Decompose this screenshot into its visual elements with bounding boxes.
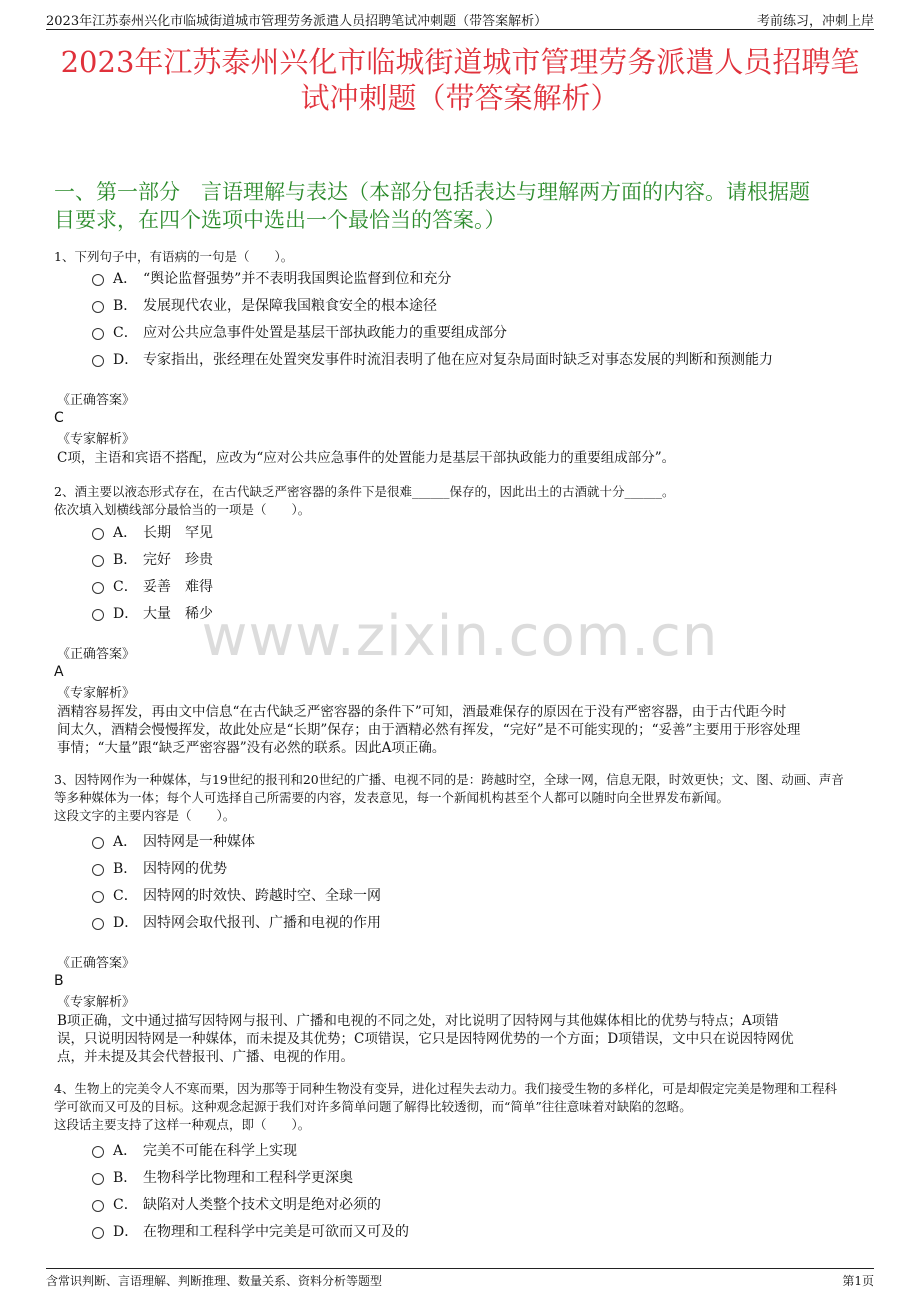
option-text: 因特网的时效快、跨越时空、全球一网 — [143, 888, 381, 904]
radio-icon[interactable] — [92, 555, 104, 567]
title-line-1: 2023年江苏泰州兴化市临城街道城市管理劳务派遣人员招聘笔 — [60, 45, 860, 79]
radio-icon[interactable] — [92, 918, 104, 930]
option-text: 生物科学比物理和工程科学更深奥 — [143, 1170, 353, 1186]
option-key: B． — [113, 861, 138, 877]
analysis-heading: 《专家解析》 — [57, 995, 136, 1010]
page-title — [40, 44, 880, 116]
option-text: 缺陷对人类整个技术文明是绝对必须的 — [143, 1197, 381, 1213]
header-divider — [46, 29, 874, 30]
option-key: A． — [113, 1143, 138, 1159]
option-row[interactable] — [92, 550, 213, 570]
option-key: C． — [113, 888, 138, 904]
option-key: A． — [113, 834, 138, 850]
radio-icon[interactable] — [92, 837, 104, 849]
option-text: “舆论监督强势”并不表明我国舆论监督到位和充分 — [143, 271, 452, 287]
option-text: 专家指出，张经理在处置突发事件时流泪表明了他在应对复杂局面时缺乏对事态发展的判断和预测能力 — [143, 352, 773, 368]
option-row[interactable] — [92, 859, 227, 879]
option-row[interactable] — [92, 269, 451, 289]
option-key: A． — [113, 525, 138, 541]
option-key: D． — [113, 352, 139, 368]
title-line-2: 试冲刺题（带答案解析） — [300, 81, 620, 115]
header-doc-title: 2023年江苏泰州兴化市临城街道城市管理劳务派遣人员招聘笔试冲刺题（带答案解析） — [46, 14, 548, 29]
radio-icon[interactable] — [92, 1200, 104, 1212]
analysis-line: 间太久，酒精会慢慢挥发，故此处应是“长期”保存；由于酒精必然有挥发，“完好”是不可能实现的；“妥善”主要用于形容处理 — [57, 722, 801, 738]
option-key: C． — [113, 579, 138, 595]
option-row[interactable] — [92, 1141, 297, 1161]
section-line-1: 一、第一部分 言语理解与表达（本部分包括表达与理解两方面的内容。请根据题 — [54, 180, 810, 204]
section-heading — [54, 178, 880, 234]
analysis-line: B项正确，文中通过描写因特网与报刊、广播和电视的不同之处，对比说明了因特网与其他媒体相比的优势与特点；A项错 — [57, 1013, 779, 1029]
radio-icon[interactable] — [92, 1227, 104, 1239]
stem-line: 这段文字的主要内容是（ ）。 — [54, 808, 236, 823]
radio-icon[interactable] — [92, 355, 104, 367]
answer-value: A — [54, 664, 64, 680]
option-row[interactable] — [92, 913, 381, 933]
option-row[interactable] — [92, 886, 381, 906]
radio-icon[interactable] — [92, 582, 104, 594]
option-text: 因特网是一种媒体 — [143, 834, 255, 850]
option-row[interactable] — [92, 832, 255, 852]
option-row[interactable] — [92, 296, 437, 316]
option-text: 妥善 难得 — [143, 579, 213, 595]
page-header — [46, 6, 874, 28]
radio-icon[interactable] — [92, 528, 104, 540]
stem-line: 等多种媒体为一体；每个人可选择自己所需要的内容，发表意见，每一个新闻机构甚至个人都可以随时向全世界发布新闻。 — [54, 790, 730, 805]
option-row[interactable] — [92, 604, 213, 624]
radio-icon[interactable] — [92, 1146, 104, 1158]
question-stem — [54, 771, 878, 825]
stem-line: 1、下列句子中，有语病的一句是（ ）。 — [54, 249, 294, 264]
radio-icon[interactable] — [92, 1173, 104, 1185]
option-text: 在物理和工程科学中完美是可欲而又可及的 — [143, 1224, 409, 1240]
analysis-text — [57, 703, 878, 757]
header-slogan: 考前练习，冲刺上岸 — [756, 14, 874, 29]
analysis-line: 点，并未提及其会代替报刊、广播、电视的作用。 — [57, 1049, 354, 1065]
radio-icon[interactable] — [92, 301, 104, 313]
option-row[interactable] — [92, 350, 773, 370]
stem-line: 学可欲而又可及的目标。这种观念起源于我们对许多简单问题了解得比较透彻，而“简单”往往意味着对缺陷的忽略。 — [54, 1099, 692, 1114]
radio-icon[interactable] — [92, 891, 104, 903]
stem-line: 3、因特网作为一种媒体，与19世纪的报刊和20世纪的广播、电视不同的是：跨越时空，全球一网，信息无限，时效更快；文、图、动画、声音 — [54, 772, 844, 787]
radio-icon[interactable] — [92, 864, 104, 876]
radio-icon[interactable] — [92, 609, 104, 621]
analysis-line: 事情；“大量”跟“缺乏严密容器”没有必然的联系。因此A项正确。 — [57, 740, 446, 756]
option-key: D． — [113, 915, 139, 931]
page-number: 第1页 — [842, 1274, 874, 1288]
answer-value: C — [54, 410, 64, 426]
option-text: 因特网的优势 — [143, 861, 227, 877]
option-row[interactable] — [92, 1222, 409, 1242]
option-text: 完好 珍贵 — [143, 552, 213, 568]
analysis-text — [57, 1012, 878, 1066]
option-row[interactable] — [92, 323, 507, 343]
stem-line: 依次填入划横线部分最恰当的一项是（ ）。 — [54, 502, 311, 517]
answer-heading: 《正确答案》 — [57, 393, 136, 408]
analysis-heading: 《专家解析》 — [57, 432, 136, 447]
option-key: C． — [113, 1197, 138, 1213]
option-text: 大量 稀少 — [143, 606, 213, 622]
option-text: 发展现代农业，是保障我国粮食安全的根本途径 — [143, 298, 437, 314]
option-key: B． — [113, 1170, 138, 1186]
option-row[interactable] — [92, 1195, 381, 1215]
question-stem — [54, 1080, 878, 1134]
answer-heading: 《正确答案》 — [57, 956, 136, 971]
question-stem — [54, 248, 878, 266]
option-row[interactable] — [92, 523, 213, 543]
question-stem — [54, 483, 878, 519]
option-text: 长期 罕见 — [143, 525, 213, 541]
option-text: 因特网会取代报刊、广播和电视的作用 — [143, 915, 381, 931]
radio-icon[interactable] — [92, 274, 104, 286]
footer-note: 含常识判断、言语理解、判断推理、数量关系、资料分析等题型 — [46, 1274, 383, 1288]
option-key: A． — [113, 271, 138, 287]
analysis-heading: 《专家解析》 — [57, 686, 136, 701]
option-key: B． — [113, 298, 138, 314]
analysis-text — [57, 449, 878, 467]
footer-divider — [46, 1268, 874, 1269]
watermark: www.zixin.com.cn — [201, 604, 719, 669]
option-key: B． — [113, 552, 138, 568]
stem-line: 这段话主要支持了这样一种观点，即（ ）。 — [54, 1117, 311, 1132]
option-text: 完美不可能在科学上实现 — [143, 1143, 297, 1159]
option-key: D． — [113, 1224, 139, 1240]
answer-heading: 《正确答案》 — [57, 647, 136, 662]
option-row[interactable] — [92, 577, 213, 597]
stem-line: 2、酒主要以液态形式存在，在古代缺乏严密容器的条件下是很难______保存的，因此出土的古酒就十分______。 — [54, 484, 675, 499]
analysis-line: 酒精容易挥发，再由文中信息“在古代缺乏严密容器的条件下”可知，酒最难保存的原因在于没有严密容器，由于古代距今时 — [57, 704, 787, 720]
radio-icon[interactable] — [92, 328, 104, 340]
option-row[interactable] — [92, 1168, 353, 1188]
analysis-line: C项，主语和宾语不搭配，应改为“应对公共应急事件的处置能力是基层干部执政能力的重要组成部分”。 — [57, 450, 676, 466]
analysis-line: 误，只说明因特网是一种媒体，而未提及其优势；C项错误，它只是因特网优势的一个方面；D项错误，文中只在说因特网优 — [57, 1031, 794, 1047]
option-text: 应对公共应急事件处置是基层干部执政能力的重要组成部分 — [143, 325, 507, 341]
section-line-2: 目要求，在四个选项中选出一个最恰当的答案。） — [54, 208, 506, 232]
option-key: D． — [113, 606, 139, 622]
option-key: C． — [113, 325, 138, 341]
answer-value: B — [54, 973, 64, 989]
stem-line: 4、生物上的完美令人不寒而栗，因为那等于同种生物没有变异，进化过程失去动力。我们接受生物的多样化，可是却假定完美是物理和工程科 — [54, 1081, 837, 1096]
